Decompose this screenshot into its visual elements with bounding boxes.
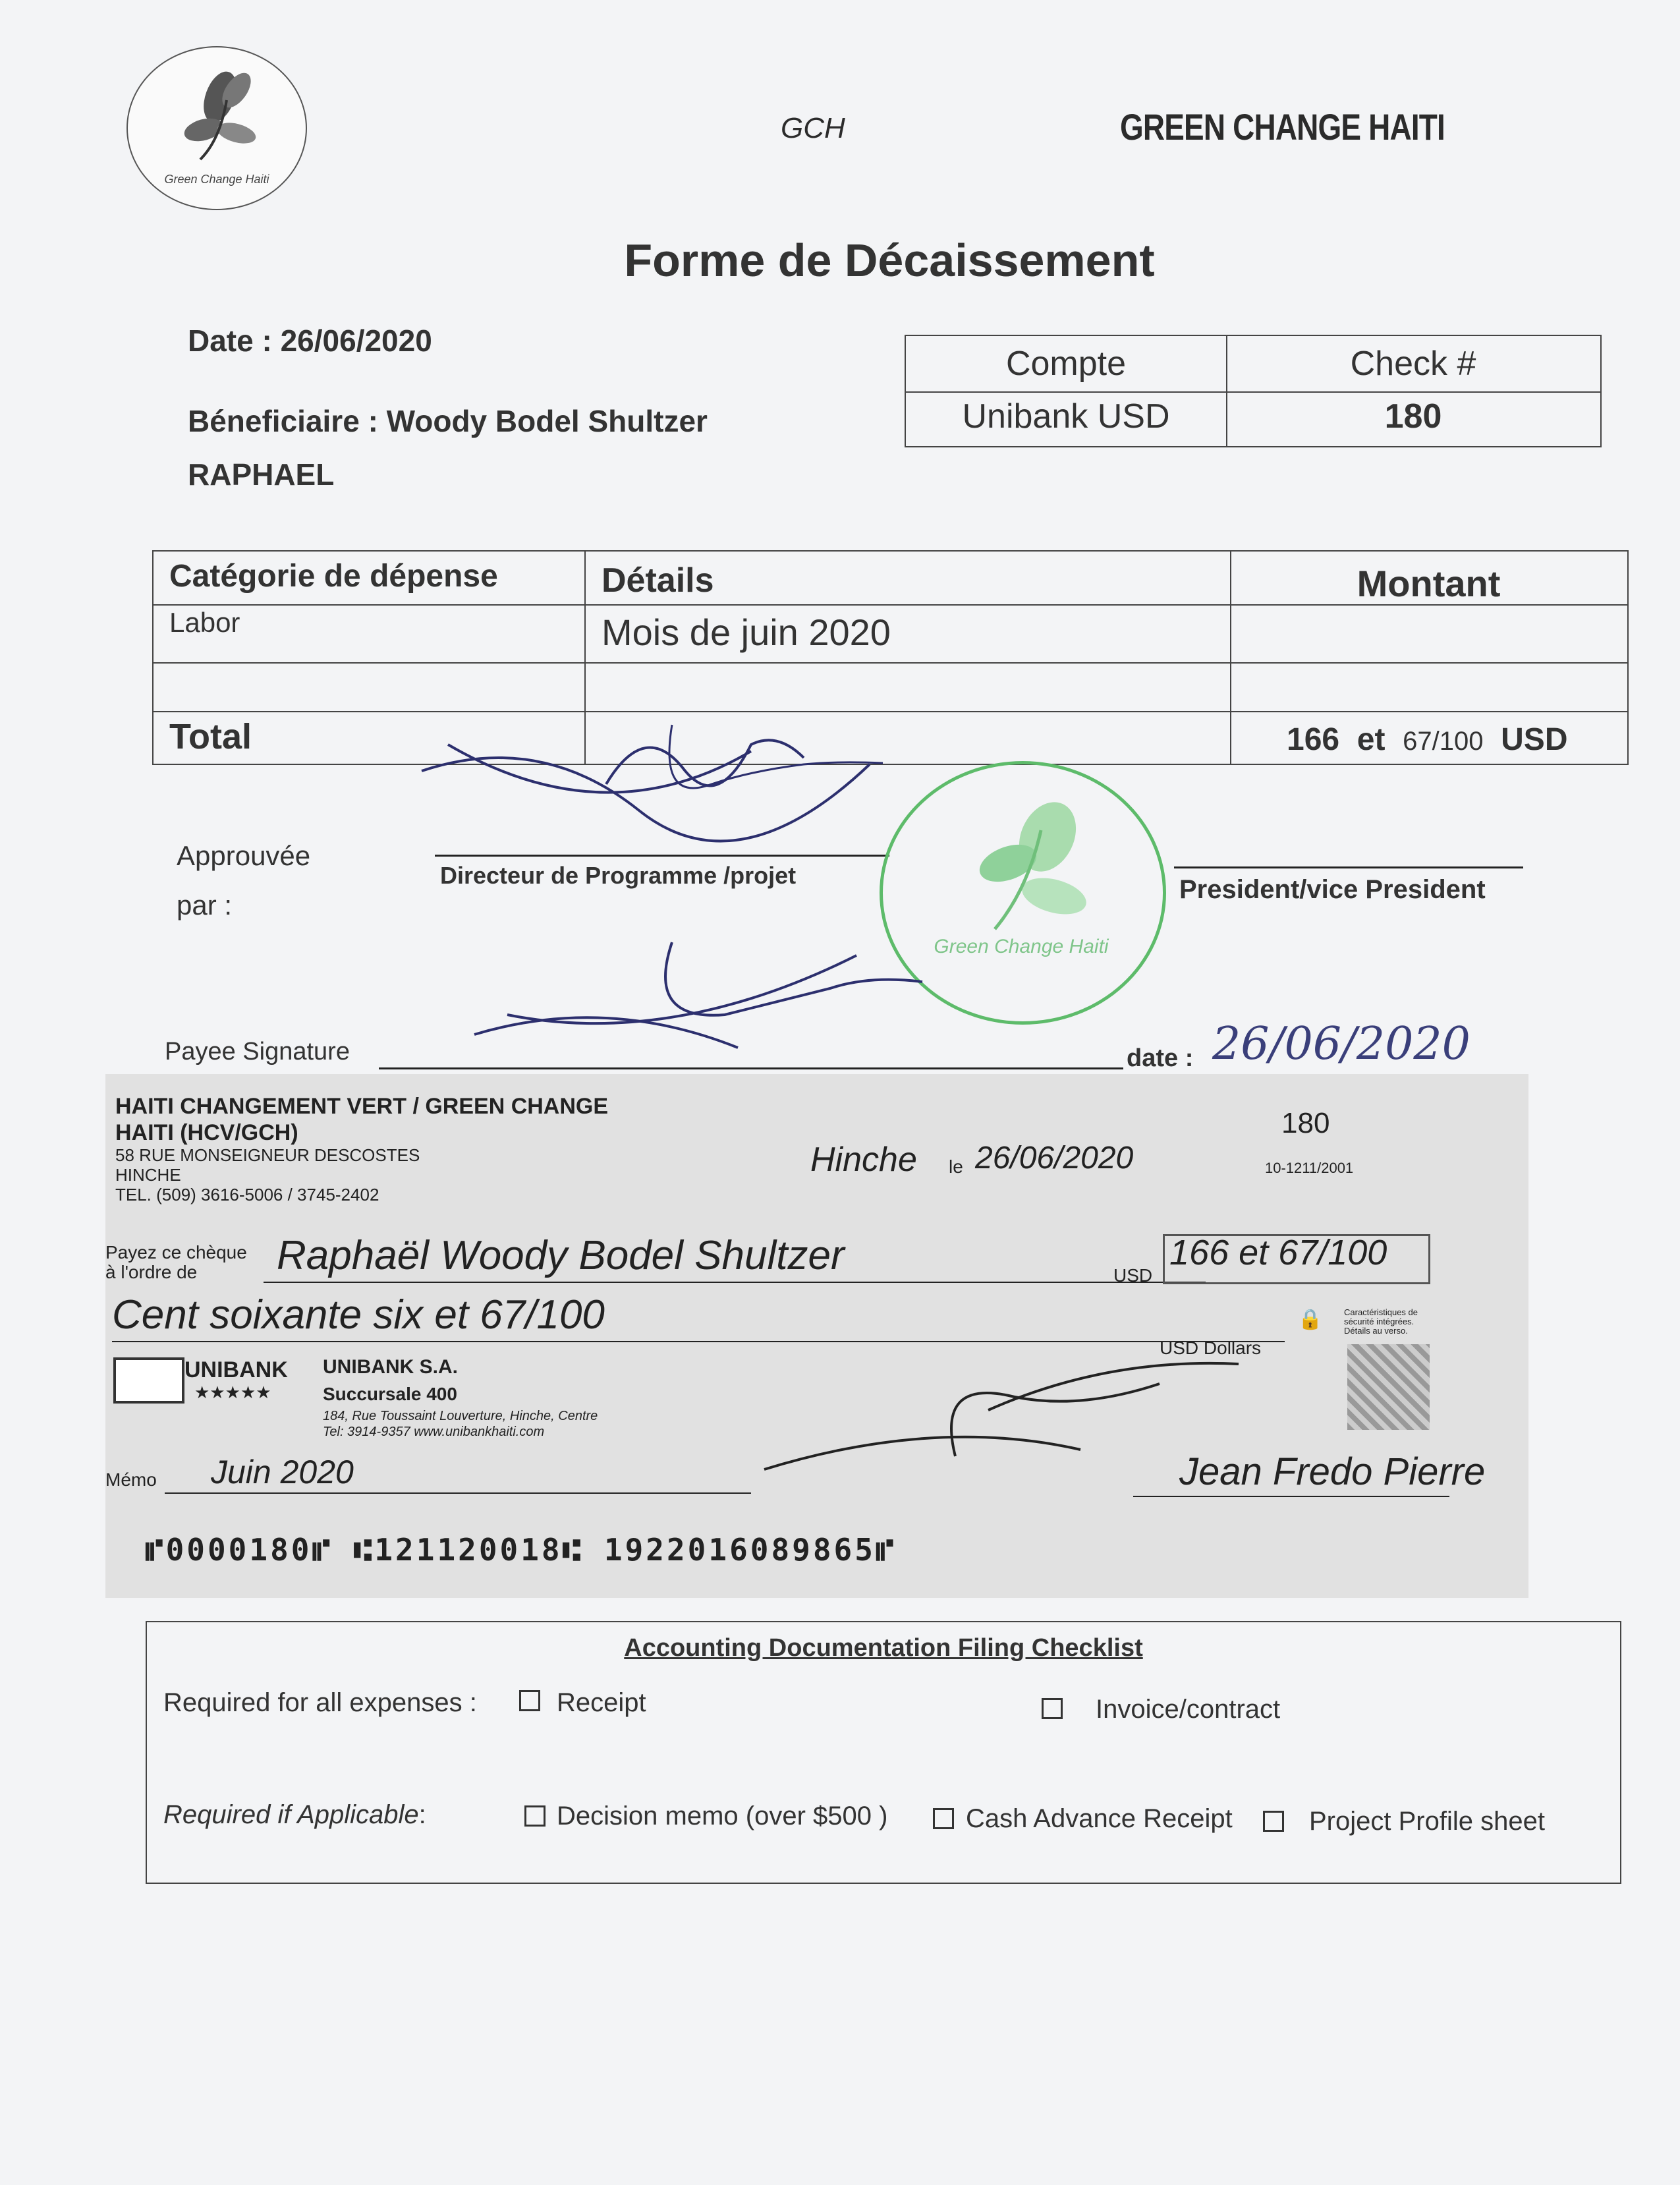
bank-contact: Tel: 3914-9357 www.unibankhaiti.com — [323, 1425, 545, 1439]
lock-icon: 🔒 — [1298, 1309, 1323, 1330]
security-hologram — [1347, 1344, 1430, 1430]
org-short-name: GCH — [781, 112, 845, 144]
usd-dollars-label: USD Dollars — [1160, 1338, 1262, 1358]
cheque-signer: Jean Fredo Pierre — [1179, 1450, 1486, 1493]
approved-by-label: par : — [177, 890, 233, 921]
required-all-label: Required for all expenses : — [163, 1688, 477, 1717]
organization-logo — [126, 46, 307, 210]
cheque-usd-label: USD — [1113, 1265, 1153, 1286]
beneficiary: Béneficiaire : Woody Bodel Shultzer — [188, 404, 708, 438]
check-number-value: 180 — [1384, 397, 1442, 436]
receipt-label: Receipt — [557, 1688, 646, 1717]
account-header: Compte — [1005, 345, 1127, 383]
bank-stars: ★★★★★ — [194, 1382, 271, 1402]
account-value: Unibank USD — [962, 397, 1170, 436]
required-applicable-label: Required if Applicable: — [163, 1800, 426, 1829]
date-label: date : — [1127, 1044, 1194, 1072]
unibank-logo-icon — [113, 1357, 184, 1404]
account-table — [905, 335, 1602, 447]
invoice-checkbox[interactable] — [1042, 1698, 1063, 1719]
form-title: Forme de Décaissement — [624, 235, 1155, 286]
project-profile-label: Project Profile sheet — [1309, 1807, 1545, 1836]
beneficiary-continued: RAPHAEL — [188, 457, 335, 492]
checklist-title: Accounting Documentation Filing Checklist — [624, 1634, 1143, 1662]
cheque-amount: 166 et 67/100 — [1169, 1233, 1387, 1272]
bank-logo-text: UNIBANK — [184, 1357, 288, 1382]
cheque-org-line1: HAITI CHANGEMENT VERT / GREEN CHANGE — [115, 1094, 609, 1119]
details-value: Mois de juin 2020 — [602, 611, 891, 653]
micr-line: ⑈0000180⑈ ⑆121120018⑆ 1922016089865⑈ — [145, 1532, 897, 1568]
logo-caption: Green Change Haiti — [164, 173, 269, 186]
cheque-address1: 58 RUE MONSEIGNEUR DESCOSTES — [115, 1145, 420, 1165]
cheque-number: 180 — [1281, 1107, 1330, 1139]
cheque-place: Hinche — [810, 1141, 917, 1179]
form-date: Date : 26/06/2020 — [188, 324, 432, 358]
cheque — [105, 1074, 1528, 1598]
bank-address: 184, Rue Toussaint Louverture, Hinche, Centre — [323, 1409, 598, 1423]
memo-label: Mémo — [105, 1469, 157, 1490]
category-header: Catégorie de dépense — [169, 559, 498, 594]
decision-memo-checkbox[interactable] — [524, 1805, 546, 1827]
approval-signatures — [408, 705, 949, 1074]
stamp-text: Green Change Haiti — [934, 936, 1109, 957]
cheque-tel: TEL. (509) 3616-5006 / 3745-2402 — [115, 1185, 379, 1205]
bank-name: UNIBANK S.A. — [323, 1356, 459, 1378]
pay-label2: à l'ordre de — [105, 1262, 198, 1282]
project-profile-checkbox[interactable] — [1263, 1811, 1284, 1832]
memo-value: Juin 2020 — [211, 1454, 354, 1490]
approved-label: Approuvée — [177, 840, 311, 871]
filing-checklist — [146, 1621, 1621, 1884]
amount-header: Montant — [1357, 563, 1501, 604]
receipt-checkbox[interactable] — [519, 1690, 540, 1711]
cheque-payee: Raphaël Woody Bodel Shultzer — [277, 1233, 845, 1278]
total-label: Total — [169, 717, 252, 756]
cheque-address2: HINCHE — [115, 1165, 181, 1185]
payee-date: 26/06/2020 — [1212, 1018, 1470, 1070]
pay-label1: Payez ce chèque — [105, 1242, 247, 1263]
stamp-leaf-icon — [968, 791, 1100, 936]
leaf-icon — [174, 61, 260, 166]
category-value: Labor — [169, 607, 240, 638]
cheque-amount-words: Cent soixante six et 67/100 — [112, 1292, 605, 1338]
details-header: Détails — [602, 561, 714, 600]
invoice-label: Invoice/contract — [1096, 1695, 1281, 1724]
cheque-routing: 10-1211/2001 — [1265, 1160, 1354, 1176]
cheque-le: le — [949, 1156, 963, 1177]
president-label: President/vice President — [1179, 875, 1486, 904]
cash-advance-checkbox[interactable] — [933, 1808, 954, 1829]
bank-branch: Succursale 400 — [323, 1384, 457, 1404]
cash-advance-label: Cash Advance Receipt — [966, 1804, 1233, 1833]
payee-signature-label: Payee Signature — [165, 1038, 350, 1065]
cheque-date: 26/06/2020 — [975, 1141, 1134, 1176]
director-label: Directeur de Programme /projet — [440, 862, 797, 889]
total-amount: 166 et 67/100 USD — [1287, 722, 1568, 757]
org-name: GREEN CHANGE HAITI — [1120, 106, 1445, 148]
security-note: Caractéristiques de sécurité intégrées. Détails au verso. — [1344, 1307, 1418, 1336]
decision-memo-label: Decision memo (over $500 ) — [557, 1802, 888, 1830]
check-number-header: Check # — [1350, 345, 1476, 383]
cheque-org-line2: HAITI (HCV/GCH) — [115, 1120, 298, 1145]
